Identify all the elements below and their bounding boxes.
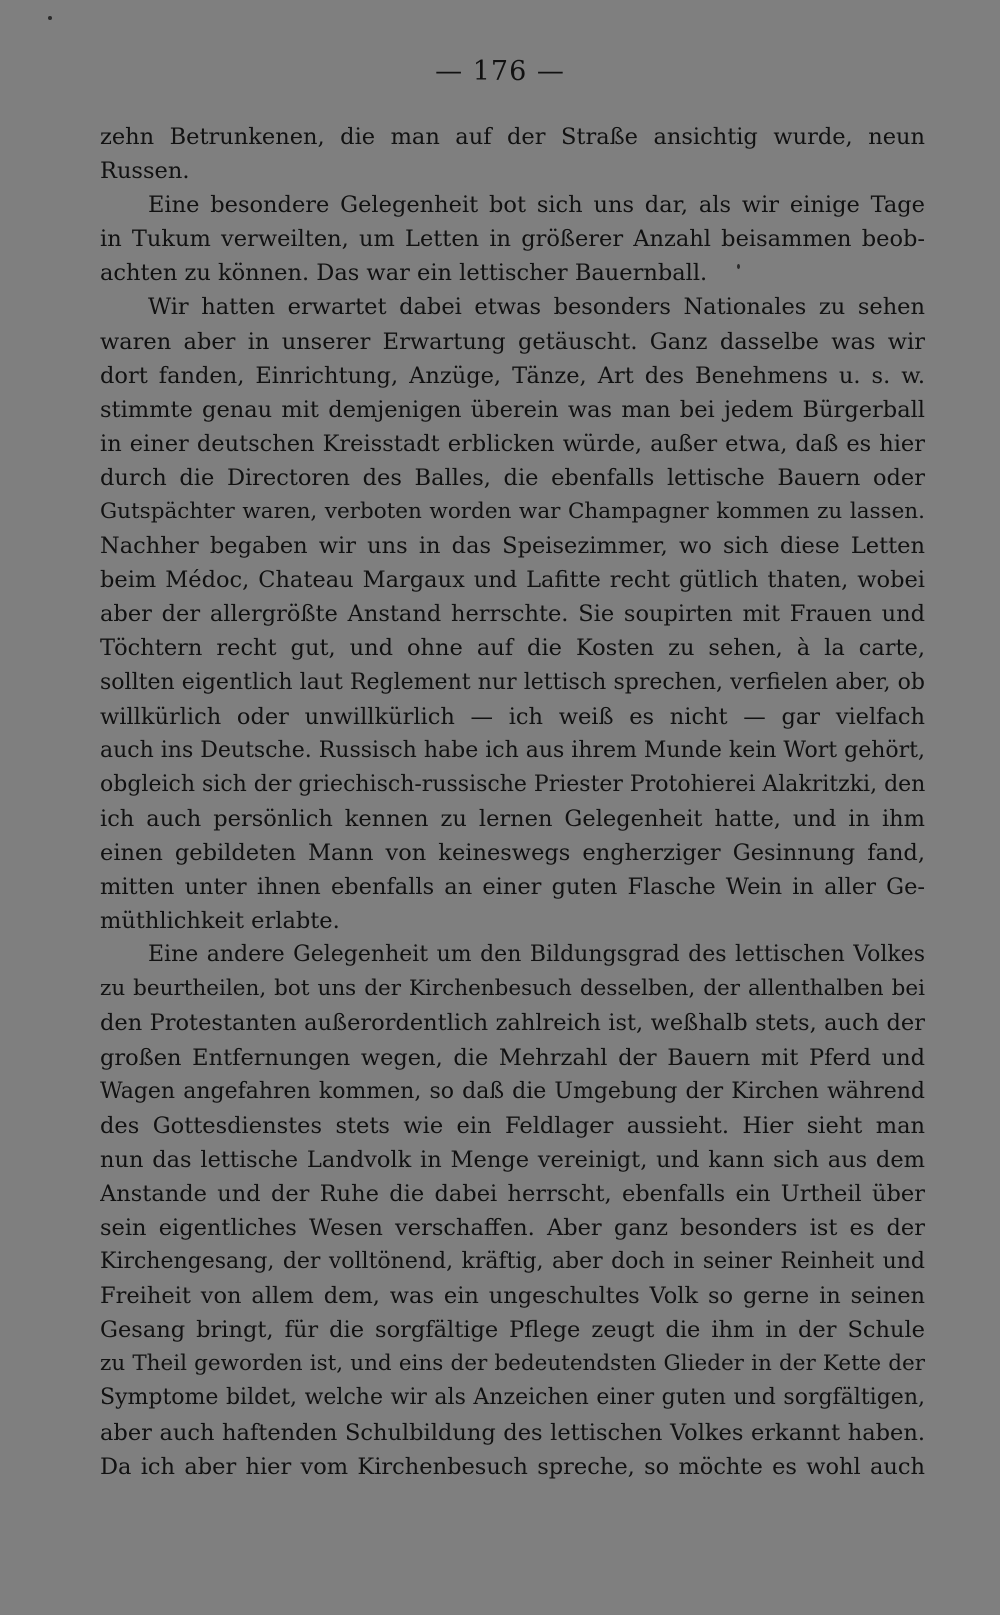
text-line: Wagen angefahren kommen, so daß die Umgebung der Kirchen während: [100, 1078, 925, 1104]
text-line: müthlichkeit erlabte.: [100, 908, 340, 935]
text-line: Kirchengesang, der volltönend, kräftig, aber doch in seiner Reinheit und: [100, 1249, 925, 1275]
text-line: Eine besondere Gelegenheit bot sich uns dar, als wir einige Tage: [148, 192, 925, 219]
ink-speck: [48, 16, 52, 20]
text-line: Eine andere Gelegenheit um den Bildungsgrad des lettischen Volkes: [148, 942, 925, 968]
text-line: stimmte genau mit demjenigen überein was man bei jedem Bürgerball: [100, 396, 925, 423]
text-line: obgleich sich der griechisch-russische Priester Protohierei Alakritzki, den: [100, 771, 925, 797]
text-line: Russen.: [100, 158, 190, 185]
text-line: einen gebildeten Mann von keineswegs engherziger Gesinnung fand,: [100, 839, 925, 866]
text-line: den Protestanten außerordentlich zahlreich ist, weßhalb stets, auch der: [100, 1010, 925, 1037]
text-line: zu beurtheilen, bot uns der Kirchenbesuch desselben, der allenthalben bei: [100, 976, 925, 1002]
text-line: des Gottesdienstes stets wie ein Feldlager aussieht. Hier sieht man: [100, 1112, 925, 1139]
text-line: sollten eigentlich laut Reglement nur lettisch sprechen, verfielen aber, ob: [100, 669, 925, 695]
page-number: — 176 —: [435, 56, 565, 87]
text-line: großen Entfernungen wegen, die Mehrzahl der Bauern mit Pferd und: [100, 1044, 925, 1071]
text-line: Symptome bildet, welche wir als Anzeichen einer guten und sorgfältigen,: [100, 1385, 925, 1411]
text-line: in einer deutschen Kreisstadt erblicken würde, außer etwa, daß es hier: [100, 430, 925, 457]
text-line: mitten unter ihnen ebenfalls an einer guten Flasche Wein in aller Ge-: [100, 874, 925, 901]
text-line: Töchtern recht gut, und ohne auf die Kosten zu sehen, à la carte,: [100, 635, 925, 662]
text-line: zu Theil geworden ist, und eins der bedeutendsten Glieder in der Kette der: [100, 1351, 925, 1377]
text-line: Da ich aber hier vom Kirchenbesuch spreche, so möchte es wohl auch: [100, 1453, 925, 1480]
text-line: waren aber in unserer Erwartung getäuscht. Ganz dasselbe was wir: [100, 328, 925, 355]
text-line: ich auch persönlich kennen zu lernen Gelegenheit hatte, und in ihm: [100, 805, 925, 832]
text-line: dort fanden, Einrichtung, Anzüge, Tänze, Art des Benehmens u. s. w.: [100, 362, 925, 389]
text-line: Anstande und der Ruhe die dabei herrscht, ebenfalls ein Urtheil über: [100, 1180, 925, 1207]
text-line: Wir hatten erwartet dabei etwas besonders Nationales zu sehen: [148, 294, 925, 321]
text-line: zehn Betrunkenen, die man auf der Straße ansichtig wurde, neun: [100, 124, 925, 150]
text-line: beim Médoc, Chateau Margaux und Lafitte recht gütlich thaten, wobei: [100, 567, 925, 594]
text-line: Gesang bringt, für die sorgfältige Pflege zeugt die ihm in der Schule: [100, 1317, 925, 1344]
text-line: in Tukum verweilten, um Letten in größerer Anzahl beisammen beob-: [100, 226, 925, 253]
text-line: sein eigentliches Wesen verschaffen. Aber ganz besonders ist es der: [100, 1215, 925, 1241]
text-line: Freiheit von allem dem, was ein ungeschultes Volk so gerne in seinen: [100, 1283, 925, 1310]
text-line: aber der allergrößte Anstand herrschte. Sie soupirten mit Frauen und: [100, 601, 925, 628]
text-line: willkürlich oder unwillkürlich — ich weiß es nicht — gar vielfach: [100, 703, 925, 730]
text-line: Gutspächter waren, verboten worden war Champagner kommen zu lassen.: [100, 499, 925, 525]
text-line: durch die Directoren des Balles, die ebenfalls lettische Bauern oder: [100, 464, 925, 491]
text-line: aber auch haftenden Schulbildung des lettischen Volkes erkannt haben.: [100, 1419, 925, 1446]
text-line: Nachher begaben wir uns in das Speisezimmer, wo sich diese Letten: [100, 533, 925, 560]
text-line: achten zu können. Das war ein lettischer Bauernball.: [100, 260, 708, 287]
text-line: nun das lettische Landvolk in Menge vereinigt, und kann sich aus dem: [100, 1146, 925, 1173]
body-text: [100, 120, 925, 1484]
text-line: auch ins Deutsche. Russisch habe ich aus ihrem Munde kein Wort gehört,: [100, 737, 925, 763]
